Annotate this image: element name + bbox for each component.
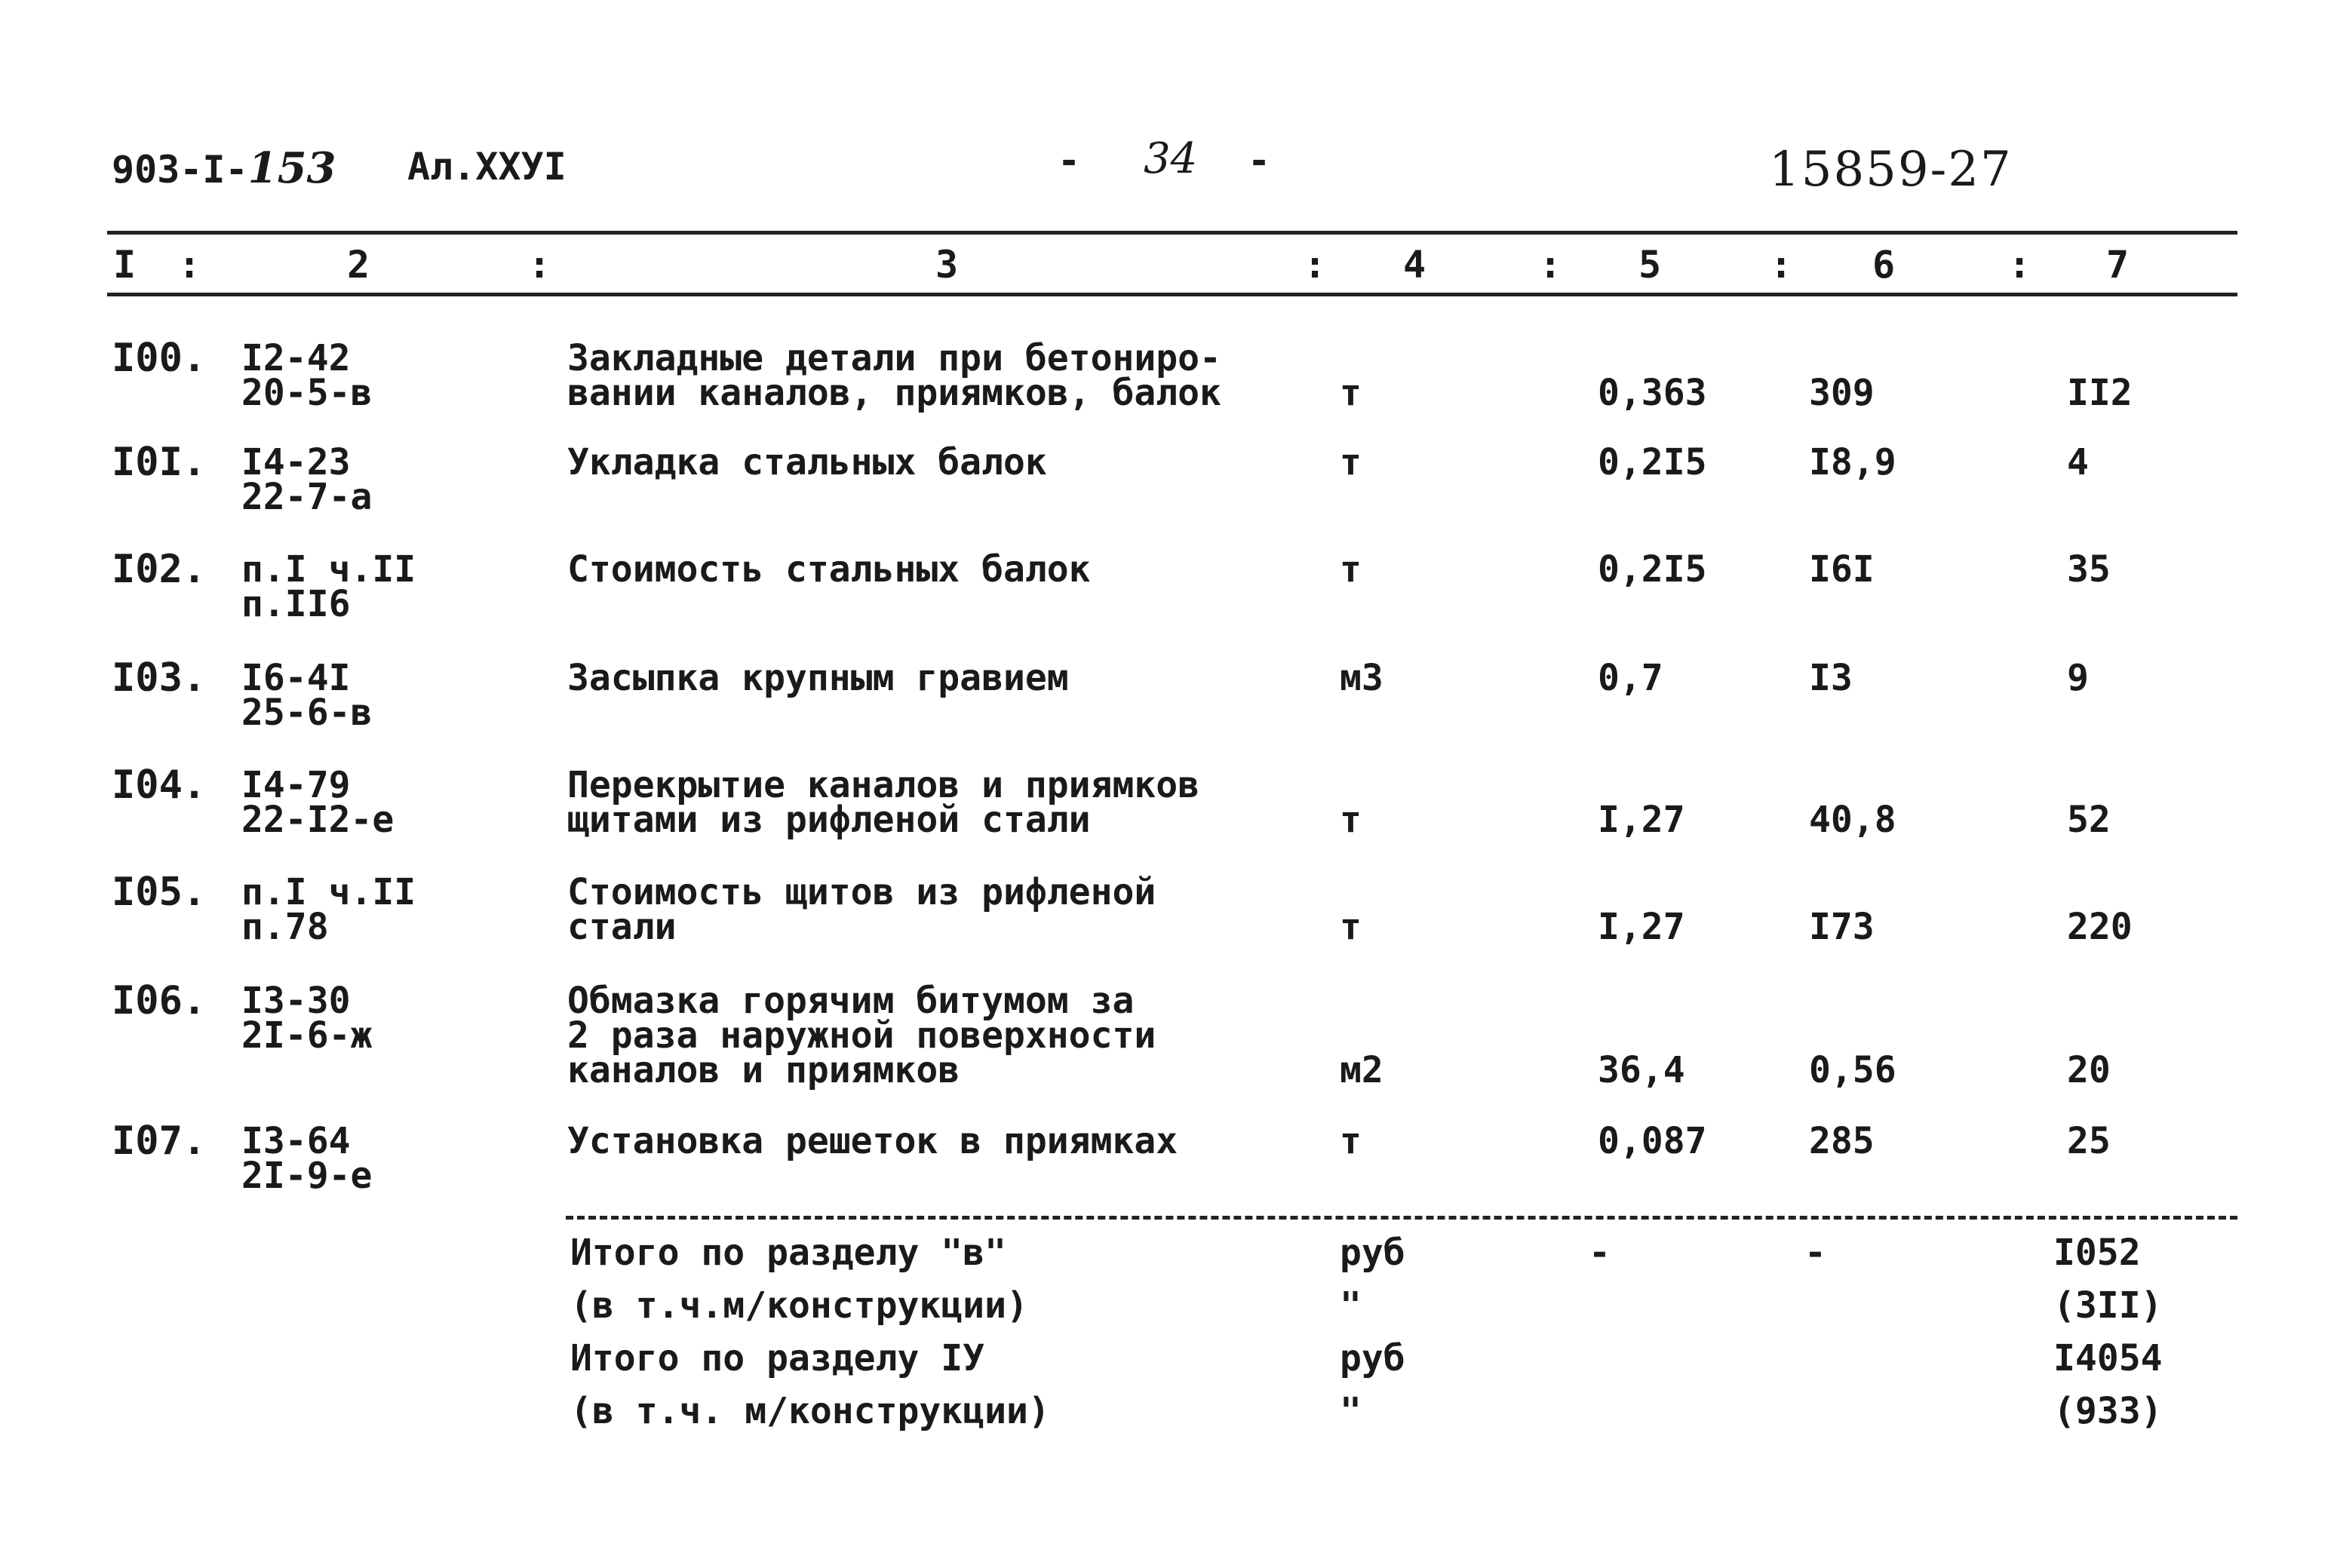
work-description-line: щитами из рифленой стали <box>567 799 1091 841</box>
total-cost: 220 <box>2067 906 2133 948</box>
unit-price: I8,9 <box>1809 441 1896 483</box>
column-number-2: 2 <box>347 243 370 287</box>
work-description <box>567 441 1047 483</box>
totals-unit: руб <box>1340 1232 1405 1274</box>
norm-code-line: 2I-9-е <box>241 1155 373 1197</box>
row-number: I00. <box>112 336 207 381</box>
norm-code <box>241 548 416 625</box>
work-description-line: Перекрытие каналов и приямков <box>567 764 1200 806</box>
work-description-line: 2 раза наружной поверхности <box>567 1014 1156 1057</box>
work-description <box>567 871 1156 948</box>
totals-quantity: - <box>1589 1232 1611 1274</box>
unit-price: 0,56 <box>1809 1049 1896 1091</box>
column-number-7: 7 <box>2106 243 2130 287</box>
work-description <box>567 657 1069 699</box>
header-rule-top <box>107 231 2237 235</box>
norm-code-line: п.I ч.II <box>241 548 416 591</box>
column-separator: : <box>2008 243 2032 287</box>
work-description-line: Укладка стальных балок <box>567 441 1047 483</box>
document-code-prefix: 903-I- <box>112 148 248 192</box>
norm-code-line: I3-30 <box>241 980 351 1022</box>
totals-label: (в т.ч. м/конструкции) <box>570 1390 1050 1432</box>
column-number-I: I <box>113 243 137 287</box>
total-cost: 25 <box>2067 1120 2111 1162</box>
unit-price: 40,8 <box>1809 799 1896 841</box>
norm-code-line: I4-79 <box>241 764 351 806</box>
total-cost: 4 <box>2067 441 2089 483</box>
unit: т <box>1340 372 1362 414</box>
norm-code <box>241 657 373 734</box>
totals-sum: I4054 <box>2053 1337 2163 1379</box>
sheet-number: 15859-27 <box>1769 142 2013 198</box>
page-dash-right: - <box>1248 139 1271 183</box>
work-description-line: Стоимость щитов из рифленой <box>567 871 1156 913</box>
quantity: 0,7 <box>1598 657 1663 699</box>
unit-price: 285 <box>1809 1120 1875 1162</box>
unit-price: I3 <box>1809 657 1853 699</box>
totals-label: Итого по разделу "в" <box>570 1232 1006 1274</box>
quantity: 0,087 <box>1598 1120 1707 1162</box>
work-description <box>567 764 1200 841</box>
subtotal-dashed-rule <box>566 1216 2237 1220</box>
quantity: 36,4 <box>1598 1049 1685 1091</box>
norm-code <box>241 441 373 518</box>
unit-price: I73 <box>1809 906 1875 948</box>
norm-code-line: 25-6-в <box>241 692 373 734</box>
norm-code <box>241 764 395 841</box>
totals-unit: руб <box>1340 1337 1405 1379</box>
page-dash-left: - <box>1058 139 1081 183</box>
work-description <box>567 337 1221 414</box>
work-description <box>567 980 1156 1091</box>
column-separator: : <box>1770 243 1793 287</box>
unit: т <box>1340 441 1362 483</box>
unit-price: I6I <box>1809 548 1875 591</box>
work-description <box>567 1120 1178 1162</box>
quantity: 0,2I5 <box>1598 548 1707 591</box>
work-description-line: стали <box>567 906 677 948</box>
header-rule-bottom <box>107 293 2237 296</box>
row-number: I06. <box>112 978 207 1023</box>
document-code-handwritten: 153 <box>247 143 336 193</box>
totals-sum: (3II) <box>2053 1284 2163 1327</box>
norm-code-line: I4-23 <box>241 441 351 483</box>
row-number: I05. <box>112 870 207 915</box>
column-number-4: 4 <box>1403 243 1427 287</box>
column-separator: : <box>528 243 551 287</box>
total-cost: 35 <box>2067 548 2111 591</box>
norm-code <box>241 1120 373 1197</box>
column-separator: : <box>1539 243 1562 287</box>
page-number: 34 <box>1144 134 1198 183</box>
norm-code <box>241 980 373 1057</box>
quantity: I,27 <box>1598 906 1685 948</box>
work-description-line: Обмазка горячим битумом за <box>567 980 1135 1022</box>
totals-unit: " <box>1340 1284 1362 1327</box>
norm-code-line: I3-64 <box>241 1120 351 1162</box>
totals-sum: I052 <box>2053 1232 2141 1274</box>
norm-code <box>241 337 373 414</box>
column-separator: : <box>1304 243 1327 287</box>
work-description <box>567 548 1091 591</box>
norm-code-line: 22-7-а <box>241 476 373 518</box>
work-description-line: Закладные детали при бетониро- <box>567 337 1221 379</box>
total-cost: 20 <box>2067 1049 2111 1091</box>
unit: т <box>1340 548 1362 591</box>
unit: т <box>1340 906 1362 948</box>
row-number: I04. <box>112 763 207 808</box>
total-cost: 9 <box>2067 657 2089 699</box>
work-description-line: вании каналов, приямков, балок <box>567 372 1221 414</box>
column-number-5: 5 <box>1638 243 1662 287</box>
quantity: 0,2I5 <box>1598 441 1707 483</box>
column-number-3: 3 <box>935 243 959 287</box>
document-code <box>112 143 336 193</box>
total-cost: II2 <box>2067 372 2133 414</box>
norm-code-line: п.II6 <box>241 583 351 625</box>
totals-price: - <box>1804 1232 1826 1274</box>
totals-label: Итого по разделу IУ <box>570 1337 985 1379</box>
unit: т <box>1340 1120 1362 1162</box>
column-separator: : <box>178 243 201 287</box>
norm-code <box>241 871 416 948</box>
norm-code-line: I6-4I <box>241 657 351 699</box>
album-label: Ал.XXУI <box>407 145 567 189</box>
row-number: I02. <box>112 547 207 592</box>
unit-price: 309 <box>1809 372 1875 414</box>
norm-code-line: 22-I2-е <box>241 799 395 841</box>
quantity: I,27 <box>1598 799 1685 841</box>
work-description-line: Стоимость стальных балок <box>567 548 1091 591</box>
unit: т <box>1340 799 1362 841</box>
total-cost: 52 <box>2067 799 2111 841</box>
work-description-line: каналов и приямков <box>567 1049 960 1091</box>
norm-code-line: I2-42 <box>241 337 351 379</box>
row-number: I03. <box>112 655 207 701</box>
norm-code-line: п.78 <box>241 906 329 948</box>
norm-code-line: 2I-6-ж <box>241 1014 373 1057</box>
work-description-line: Засыпка крупным гравием <box>567 657 1069 699</box>
quantity: 0,363 <box>1598 372 1707 414</box>
work-description-line: Установка решеток в приямках <box>567 1120 1178 1162</box>
totals-label: (в т.ч.м/конструкции) <box>570 1284 1028 1327</box>
row-number: I0I. <box>112 440 207 485</box>
unit: м3 <box>1340 657 1384 699</box>
unit: м2 <box>1340 1049 1384 1091</box>
row-number: I07. <box>112 1118 207 1164</box>
norm-code-line: п.I ч.II <box>241 871 416 913</box>
totals-sum: (933) <box>2053 1390 2163 1432</box>
totals-unit: " <box>1340 1390 1362 1432</box>
column-number-6: 6 <box>1872 243 1896 287</box>
norm-code-line: 20-5-в <box>241 372 373 414</box>
